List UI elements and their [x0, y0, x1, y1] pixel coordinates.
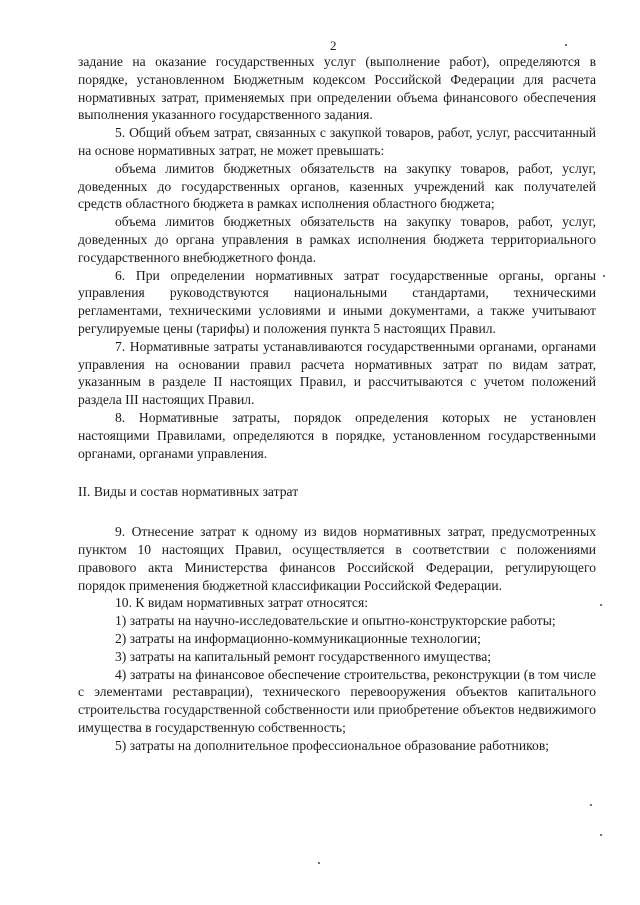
document-body: [78, 53, 596, 754]
paragraph-limits-regional: объема лимитов бюджетных обязательств на закупку товаров, работ, услуг, доведенных до государственных органов, казенных учреждений как получателей средств областного бюджета в рамках исполнения областного бюджета;: [78, 160, 596, 212]
paragraph-continuation: задание на оказание государственных услуг (выполнение работ), определяются в порядке, установленном Бюджетным кодексом Российской Федерации для расчета нормативных затрат, применяемых при определении объема финансового обеспечения выполнения указанного государственного задания.: [78, 54, 596, 123]
scan-speck: [600, 834, 602, 836]
list-item-3: 3) затраты на капитальный ремонт государственного имущества;: [115, 648, 492, 664]
paragraph-limits-fund: объема лимитов бюджетных обязательств на закупку товаров, работ, услуг, доведенных до органа управления в рамках исполнения бюджета территориального государственного внебюджетного фонда.: [78, 214, 596, 265]
section-heading: II. Виды и состав нормативных затрат: [78, 484, 299, 500]
scan-speck: [590, 804, 592, 806]
scan-speck: [600, 604, 602, 606]
paragraph-item-5: 5. Общий объем затрат, связанных с закупкой товаров, работ, услуг, рассчитанный на основе нормативных затрат, не может превышать:: [78, 125, 596, 158]
paragraph-item-10: 10. К видам нормативных затрат относятся:: [115, 595, 368, 611]
list-item-5: 5) затраты на дополнительное профессиональное образование работников;: [115, 737, 550, 753]
list-item-1: 1) затраты на научно-исследовательские и опытно-конструкторские работы;: [115, 613, 556, 629]
page-number: 2: [330, 38, 337, 53]
paragraph-item-6: 6. При определении нормативных затрат государственные органы, органы управления руководствуются национальными стандартами, техническими регламентами, техническими условиями и иными документами, а также учитывают регулируемые цены (тарифы) и положения пункта 5 настоящих Правил.: [78, 267, 596, 336]
paragraph-item-9: 9. Отнесение затрат к одному из видов нормативных затрат, предусмотренных пунктом 10 настоящих Правил, осуществляется в соответствии с положениями правового акта Министерства финансов Российской Федерации, регулирующего порядок применения бюджетной классификации Российской Федерации.: [78, 524, 596, 593]
paragraph-item-7: 7. Нормативные затраты устанавливаются государственными органами, органами управления на основании правил расчета нормативных затрат по видам затрат, указанным в разделе II настоящих Правил, и рассчитываются с учетом положений раздела III настоящих Правил.: [78, 338, 596, 408]
list-item-4: 4) затраты на финансовое обеспечение строительства, реконструкции (в том числе с элементами реставрации), технического перевооружения объектов капитального строительства государственной собственности или приобретение объектов недвижимого имущества в государственную собственность;: [78, 666, 596, 735]
scan-speck: [318, 862, 320, 864]
scan-speck: [565, 44, 567, 46]
list-item-2: 2) затраты на информационно-коммуникационные технологии;: [115, 630, 481, 646]
scan-speck: [603, 275, 605, 277]
paragraph-item-8: 8. Нормативные затраты, порядок определения которых не установлен настоящими Правилами, определяются в порядке, установленном государственными органами, органами управления.: [78, 409, 596, 461]
